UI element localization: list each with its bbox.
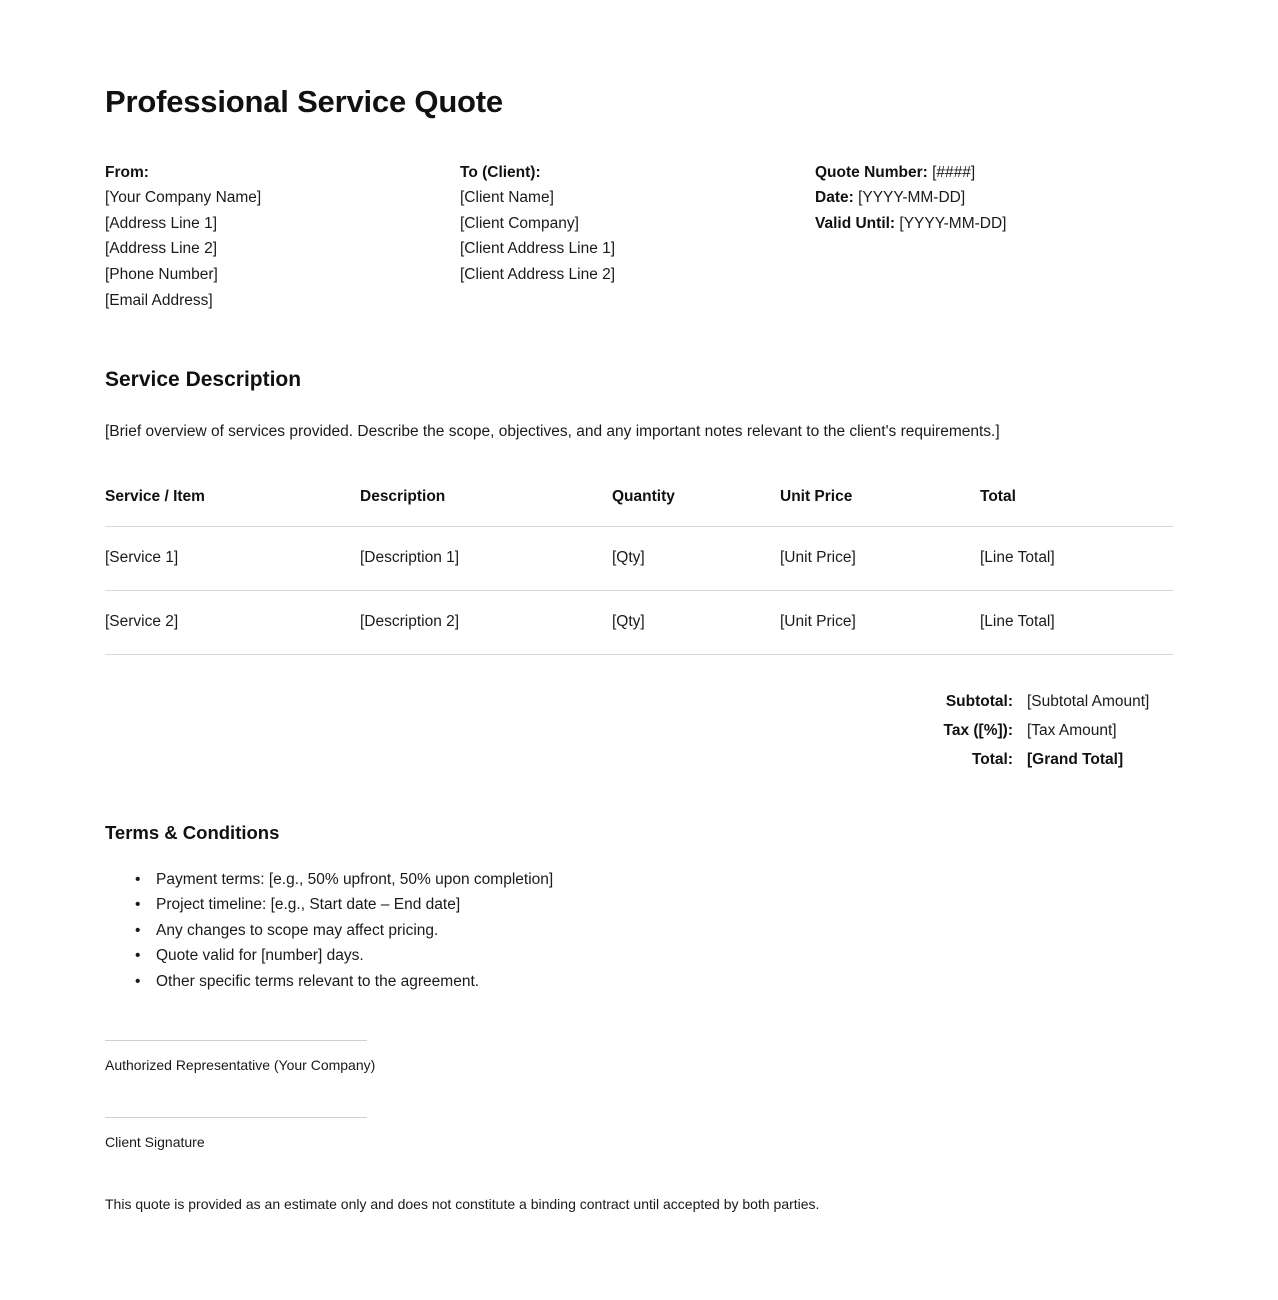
cell-description: [Description 1] (360, 527, 612, 591)
quote-meta-block (815, 160, 1173, 237)
client-line: [Client Address Line 1] (460, 240, 616, 258)
service-description-body: [Brief overview of services provided. Describe the scope, objectives, and any important notes relevant to the client's requirements.] (105, 423, 1000, 441)
valid-until-row (815, 211, 1173, 237)
subtotal-row (787, 687, 1173, 716)
table-row (105, 591, 1173, 655)
cell-service: [Service 1] (105, 527, 360, 591)
valid-until-value: [YYYY-MM-DD] (899, 214, 1007, 232)
column-header-service: Service / Item (105, 488, 360, 527)
column-header-description: Description (360, 488, 612, 527)
client-line: [Client Company] (460, 214, 579, 232)
client-line: [Client Name] (460, 189, 554, 207)
client-line: [Client Address Line 2] (460, 266, 616, 284)
page-title: Professional Service Quote (105, 84, 503, 119)
header-info-block (105, 160, 1173, 314)
list-item: • Project timeline: [e.g., Start date – End date] (145, 892, 1173, 918)
signature-line[interactable] (105, 1040, 367, 1041)
from-line: [Email Address] (105, 291, 213, 309)
subtotal-value: [Subtotal Amount] (1027, 693, 1150, 711)
representative-signature-caption: Authorized Representative (Your Company) (105, 1057, 376, 1074)
terms-heading: Terms & Conditions (105, 822, 280, 844)
quote-date-value: [YYYY-MM-DD] (858, 189, 966, 207)
cell-total: [Line Total] (980, 591, 1173, 655)
from-line: [Phone Number] (105, 266, 218, 284)
cell-service: [Service 2] (105, 591, 360, 655)
cell-quantity: [Qty] (612, 527, 780, 591)
disclaimer-text: This quote is provided as an estimate only and does not constitute a binding contract until accepted by both parties. (105, 1196, 820, 1213)
tax-label: Tax ([%]): (943, 722, 1013, 740)
cell-unit-price: [Unit Price] (780, 527, 980, 591)
client-signature-block (105, 1117, 1173, 1152)
from-line: [Address Line 2] (105, 240, 218, 258)
cell-total: [Line Total] (980, 527, 1173, 591)
cell-description: [Description 2] (360, 591, 612, 655)
client-block (460, 160, 815, 288)
column-header-quantity: Quantity (612, 488, 780, 527)
from-line: [Address Line 1] (105, 214, 218, 232)
valid-until-label: Valid Until: (815, 214, 896, 232)
from-line: [Your Company Name] (105, 189, 262, 207)
list-item: • Quote valid for [number] days. (145, 943, 1173, 969)
representative-signature-block (105, 1040, 1173, 1075)
client-signature-caption: Client Signature (105, 1134, 205, 1151)
terms-list (105, 867, 1173, 995)
list-item: • Any changes to scope may affect pricing. (145, 918, 1173, 944)
table-row (105, 527, 1173, 591)
line-items-table (105, 488, 1173, 655)
from-heading: From: (105, 163, 149, 181)
quote-number-value: [####] (932, 163, 976, 181)
grand-total-row (787, 745, 1173, 774)
quote-date-row (815, 185, 1173, 211)
list-item: • Other specific terms relevant to the agreement. (145, 969, 1173, 995)
terms-section (105, 822, 1173, 994)
quote-number-row (815, 160, 1173, 186)
service-description-heading: Service Description (105, 368, 302, 392)
subtotal-label: Subtotal: (945, 693, 1013, 711)
from-block (105, 160, 460, 314)
grand-total-label: Total: (971, 751, 1013, 769)
totals-block (105, 687, 1173, 774)
cell-quantity: [Qty] (612, 591, 780, 655)
signature-line[interactable] (105, 1117, 367, 1118)
grand-total-value: [Grand Total] (1027, 751, 1124, 769)
quote-date-label: Date: (815, 189, 854, 207)
column-header-total: Total (980, 488, 1173, 527)
list-item: • Payment terms: [e.g., 50% upfront, 50% upon completion] (145, 867, 1173, 893)
tax-row (787, 716, 1173, 745)
client-heading: To (Client): (460, 163, 541, 181)
column-header-unit-price: Unit Price (780, 488, 980, 527)
cell-unit-price: [Unit Price] (780, 591, 980, 655)
signature-section (105, 1040, 1173, 1152)
quote-number-label: Quote Number: (815, 163, 928, 181)
tax-value: [Tax Amount] (1027, 722, 1117, 740)
table-header-row (105, 488, 1173, 527)
